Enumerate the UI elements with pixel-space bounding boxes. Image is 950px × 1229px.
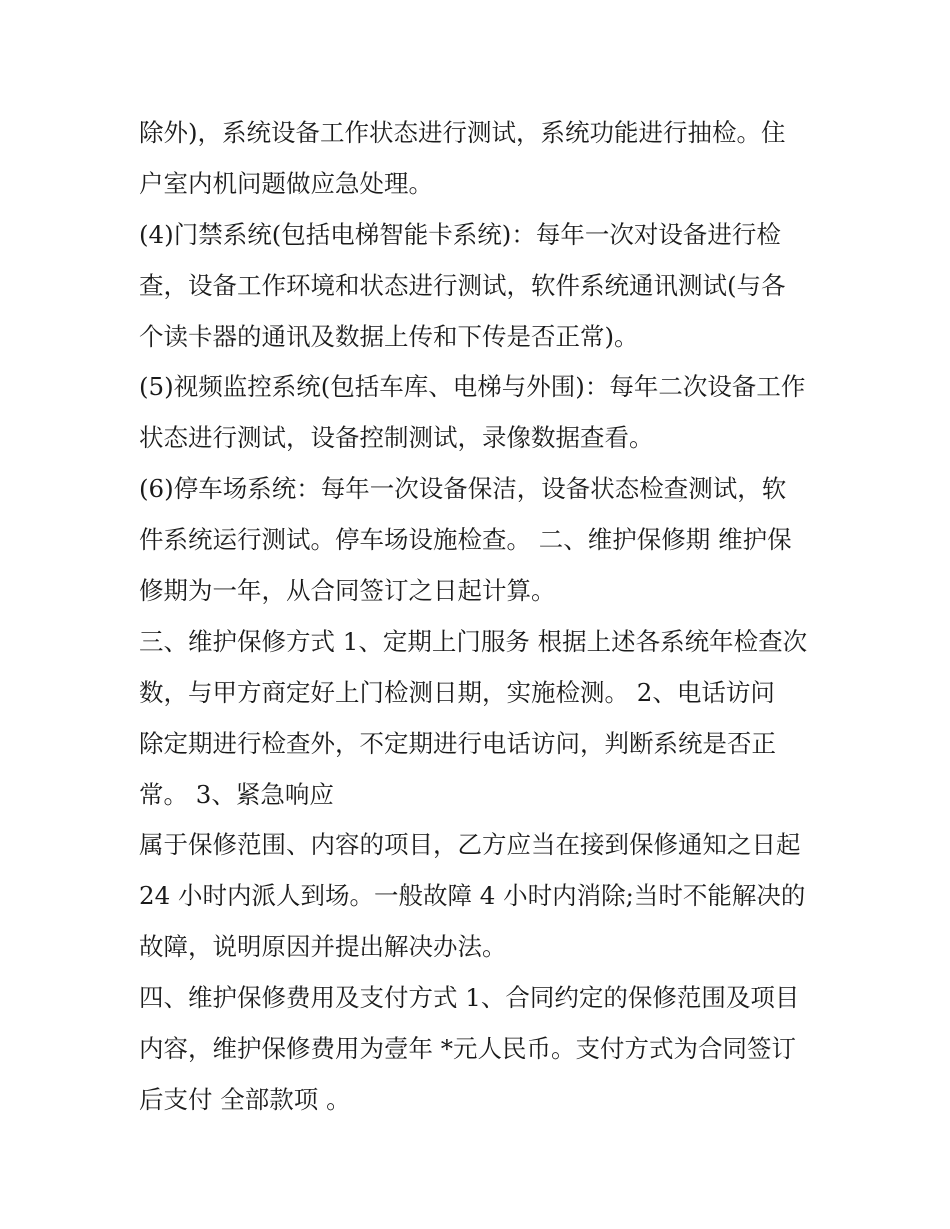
text-line-6: (5)视频监控系统(包括车库、电梯与外围)：每年二次设备工作: [139, 372, 806, 402]
text-line-14: 常。 3、紧急响应: [139, 779, 334, 809]
text-line-2: 户室内机问题做应急处理。: [139, 168, 433, 198]
text-line-18: 四、维护保修费用及支付方式 1、合同约定的保修范围及项目: [139, 983, 800, 1013]
text-line-1: 除外)，系统设备工作状态进行测试，系统功能进行抽检。住: [139, 118, 786, 147]
text-line-19: 内容，维护保修费用为壹年 *元人民币。支付方式为合同签订: [139, 1034, 797, 1064]
text-line-13: 除定期进行检查外，不定期进行电话访问，判断系统是否正: [139, 728, 776, 758]
text-line-3: (4)门禁系统(包括电梯智能卡系统)：每年一次对设备进行检: [139, 219, 781, 249]
document-body: [139, 108, 829, 1126]
text-line-11: 三、维护保修方式 1、定期上门服务 根据上述各系统年检查次: [139, 626, 808, 656]
text-line-9: 件系统运行测试。停车场设施检查。 二、维护保修期 维护保: [139, 525, 792, 555]
text-line-17: 故障，说明原因并提出解决办法。: [139, 932, 507, 962]
text-line-8: (6)停车场系统：每年一次设备保洁，设备状态检查测试，软: [139, 474, 787, 504]
text-line-4: 查，设备工作环境和状态进行测试，软件系统通讯测试(与各: [139, 270, 786, 300]
text-line-7: 状态进行测试，设备控制测试，录像数据查看。: [139, 423, 654, 453]
text-line-20: 后支付 全部款项 。: [139, 1084, 351, 1114]
text-line-12: 数，与甲方商定好上门检测日期，实施检测。 2、电话访问: [139, 677, 775, 707]
text-line-16: 24 小时内派人到场。一般故障 4 小时内消除;当时不能解决的: [139, 881, 806, 911]
text-line-15: 属于保修范围、内容的项目，乙方应当在接到保修通知之日起: [139, 830, 801, 860]
text-line-10: 修期为一年，从合同签订之日起计算。: [139, 576, 556, 606]
text-line-5: 个读卡器的通讯及数据上传和下传是否正常)。: [139, 321, 639, 351]
